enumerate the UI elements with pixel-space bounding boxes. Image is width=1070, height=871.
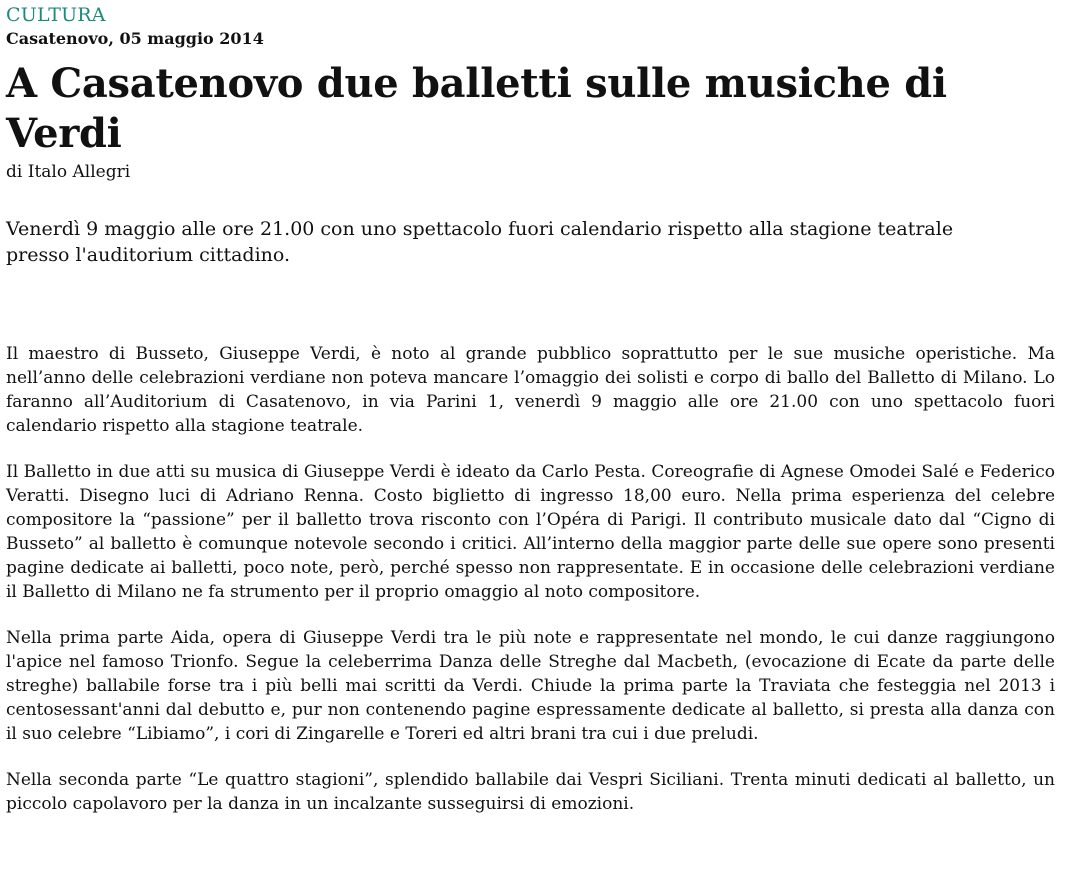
article [6, 0, 1056, 838]
section-label[interactable]: CULTURA [6, 4, 106, 26]
article-body [6, 342, 1056, 816]
byline: di Italo Allegri [6, 162, 131, 182]
article-paragraph: Il maestro di Busseto, Giuseppe Verdi, è noto al grande pubblico soprattutto per le sue musiche operistiche. Ma nell’anno delle celebrazioni verdiane non poteva mancare l’omaggio dei solisti e corpo di ballo del Balletto di Milano. Lo faranno all’Auditorium di Casatenovo, in via Parini 1, venerdì 9 maggio alle ore 21.00 con uno spettacolo fuori calendario rispetto alla stagione teatrale. [6, 344, 1055, 436]
dateline: Casatenovo, 05 maggio 2014 [6, 29, 264, 48]
article-paragraph: Nella prima parte Aida, opera di Giuseppe Verdi tra le più note e rappresentate nel mondo, le cui danze raggiungono l'apice nel famoso Trionfo. Segue la celeberrima Danza delle Streghe dal Macbeth, (evocazione di Ecate da parte delle streghe) ballabile forse tra i più belli mai scritti da Verdi. Chiude la prima parte la Traviata che festeggia nel 2013 i centosessant'anni dal debutto e, pur non contenendo pagine espressamente dedicate al balletto, si presta alla danza con il suo celebre “Libiamo”, i cori di Zingarelle e Toreri ed altri brani tra cui i due preludi. [6, 628, 1055, 744]
article-lead: Venerdì 9 maggio alle ore 21.00 con uno spettacolo fuori calendario rispetto alla stagione teatrale presso l'auditorium cittadino. [6, 218, 954, 266]
article-paragraph: Il Balletto in due atti su musica di Giuseppe Verdi è ideato da Carlo Pesta. Coreografie di Agnese Omodei Salé e Federico Veratti. Disegno luci di Adriano Renna. Costo biglietto di ingresso 18,00 euro. Nella prima esperienza del celebre compositore la “passione” per il balletto trova risconto con l’Opéra di Parigi. Il contributo musicale dato dal “Cigno di Busseto” al balletto è comunque notevole secondo i critici. All’interno della maggior parte delle sue opere sono presenti pagine dedicate ai balletti, poco note, però, perché spesso non rappresentate. E in occasione delle celebrazioni verdiane il Balletto di Milano ne fa strumento per il proprio omaggio al noto compositore. [6, 462, 1055, 602]
article-headline: A Casatenovo due balletti sulle musiche di Verdi [6, 60, 947, 157]
article-paragraph: Nella seconda parte “Le quattro stagioni”, splendido ballabile dai Vespri Siciliani. Trenta minuti dedicati al balletto, un piccolo capolavoro per la danza in un incalzante susseguirsi di emozioni. [6, 770, 1055, 814]
